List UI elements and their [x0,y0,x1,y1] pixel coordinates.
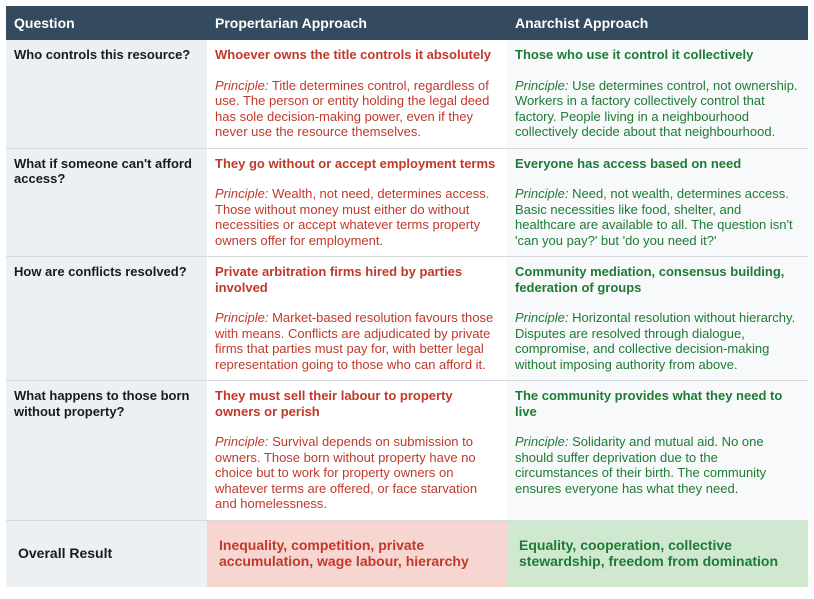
anarchist-heading: The community provides what they need to live [515,388,783,419]
principle-text: Horizontal resolution without hierarchy. Disputes are resolved through dialogue, compromise, and collective decision-making without imposing authority from above. [515,310,796,372]
propertarian-heading: They go without or accept employment terms [215,155,496,171]
anarchist-heading: Community mediation, consensus building, federation of groups [515,264,785,295]
table-row [6,148,808,257]
anarchist-result: Equality, cooperation, collective stewardship, freedom from domination [507,520,808,587]
principle-text: Wealth, not need, determines access. Those without money must either do without necessities or accept whatever terms property owners offer for employment. [215,186,490,248]
principle-label: Principle: [215,310,269,325]
table-row [6,257,808,381]
anarchist-principle [515,434,798,496]
anarchist-cell [507,257,808,381]
propertarian-principle [215,434,497,512]
propertarian-cell [207,148,507,257]
propertarian-heading: They must sell their labour to property owners or perish [215,388,453,419]
anarchist-heading: Those who use it control it collectively [515,47,754,62]
anarchist-cell [507,40,808,148]
overall-result-row [6,520,808,587]
propertarian-cell [207,381,507,521]
propertarian-principle [215,310,497,372]
anarchist-principle [515,186,798,248]
propertarian-result: Inequality, competition, private accumulation, wage labour, hierarchy [207,520,507,587]
propertarian-principle [215,78,497,140]
anarchist-cell [507,148,808,257]
principle-text: Title determines control, regardless of use. The person or entity holding the legal deed has sole decision-making power, even if they never use the resource themselves. [215,77,490,139]
principle-label: Principle: [515,186,569,201]
overall-result-label: Overall Result [6,520,207,587]
anarchist-heading: Everyone has access based on need [515,155,742,171]
principle-label: Principle: [215,186,269,201]
question-cell: How are conflicts resolved? [6,257,207,381]
question-cell: Who controls this resource? [6,40,207,148]
table-header-row [6,6,808,40]
principle-label: Principle: [515,310,569,325]
anarchist-principle [515,78,798,140]
principle-text: Solidarity and mutual aid. No one should suffer deprivation due to the circumstances of their birth. The community ensures everyone has what they need. [515,434,767,496]
principle-label: Principle: [515,77,569,93]
principle-label: Principle: [215,434,269,449]
principle-text: Survival depends on submission to owners. Those born without property have no choice but to work for property owners on whatever terms are offered, or face starvation and homelessness. [215,434,478,511]
header-question: Question [6,6,207,40]
table-row [6,40,808,148]
principle-text: Need, not wealth, determines access. Basic necessities like food, shelter, and healthcare are available to all. The question isn't 'can you pay?' but 'do you need it?' [515,186,793,248]
anarchist-cell [507,381,808,521]
principle-label: Principle: [215,77,269,93]
propertarian-heading: Whoever owns the title controls it absolutely [215,47,491,62]
propertarian-principle [215,186,497,248]
question-cell: What if someone can't afford access? [6,148,207,257]
question-cell: What happens to those born without property? [6,381,207,521]
principle-text: Use determines control, not ownership. Workers in a factory collectively control that factory. People living in a neighbourhood collectively decide about that neighbourhood. [515,77,798,139]
comparison-table [6,6,808,587]
propertarian-cell [207,257,507,381]
header-anarchist: Anarchist Approach [507,6,808,40]
header-propertarian: Propertarian Approach [207,6,507,40]
table-row [6,381,808,521]
principle-text: Market-based resolution favours those with means. Conflicts are adjudicated by private firms that parties must pay for, with better legal representation going to those who can afford it. [215,310,494,372]
propertarian-cell [207,40,507,148]
anarchist-principle [515,310,798,372]
principle-label: Principle: [515,434,569,449]
propertarian-heading: Private arbitration firms hired by parties involved [215,264,463,295]
